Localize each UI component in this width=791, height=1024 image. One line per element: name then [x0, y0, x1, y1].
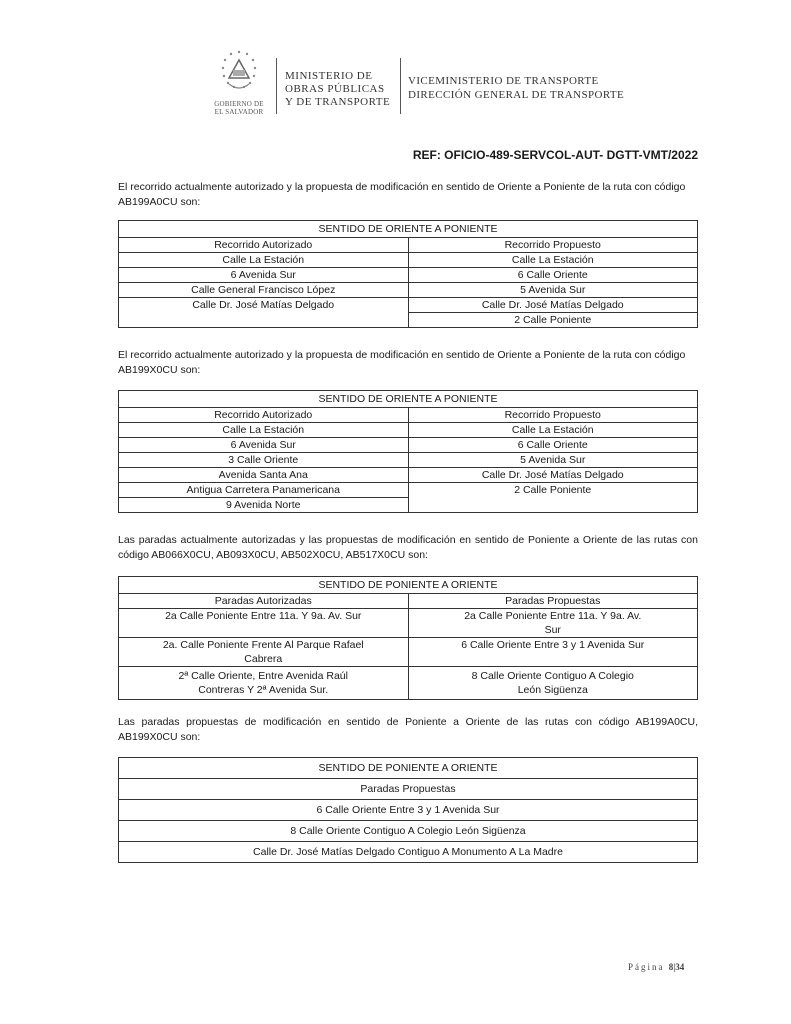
table-cell: Avenida Santa Ana [119, 468, 409, 483]
section-3-intro: Las paradas actualmente autorizadas y las propuestas de modificación en sentido de Poniente a Oriente de las rutas con código AB066X0CU, AB093X0CU, AB502X0CU, AB517X0CU son: [118, 534, 698, 561]
table-cell: 2 Calle Poniente [408, 313, 698, 328]
page-label: Página [628, 962, 665, 972]
table-cell: 2 Calle Poniente [408, 483, 698, 513]
table-cell: Calle La Estación [119, 253, 409, 268]
stops-table-1 [118, 576, 698, 700]
government-seal [208, 48, 270, 123]
ministry-name: MINISTERIO DE OBRAS PÚBLICAS Y DE TRANSPORTE [285, 70, 391, 108]
table-cell: 8 Calle Oriente Contiguo A Colegio León Sigüenza [408, 667, 698, 700]
table-cell: Calle General Francisco López [119, 283, 409, 298]
column-header: Paradas Autorizadas [119, 594, 409, 609]
table-cell: 8 Calle Oriente Contiguo A Colegio León Sigüenza [119, 821, 698, 842]
route-table-1 [118, 220, 698, 328]
table-cell: 2ª Calle Oriente, Entre Avenida Raúl Contreras Y 2ª Avenida Sur. [119, 667, 409, 700]
table-cell: 2a. Calle Poniente Frente Al Parque Rafael Cabrera [119, 638, 409, 667]
table-cell: Calle Dr. José Matías Delgado [408, 298, 698, 313]
table-cell: 6 Calle Oriente [408, 268, 698, 283]
table-cell: Calle La Estación [408, 253, 698, 268]
table-cell: 5 Avenida Sur [408, 453, 698, 468]
table-cell: 5 Avenida Sur [408, 283, 698, 298]
table-title: SENTIDO DE ORIENTE A PONIENTE [119, 221, 698, 238]
column-header: Recorrido Propuesto [408, 238, 698, 253]
column-header: Paradas Propuestas [119, 779, 698, 800]
coat-of-arms-icon [219, 48, 259, 100]
table-cell: Calle La Estación [119, 423, 409, 438]
page-number: 8|34 [668, 962, 685, 972]
table-cell: 2a Calle Poniente Entre 11a. Y 9a. Av. Sur [408, 609, 698, 638]
column-header: Paradas Propuestas [408, 594, 698, 609]
vice-ministry-name: VICEMINISTERIO DE TRANSPORTE DIRECCIÓN GENERAL DE TRANSPORTE [408, 75, 625, 101]
divider [276, 58, 277, 114]
page-footer [628, 962, 684, 972]
table-cell: Calle La Estación [408, 423, 698, 438]
table-cell: 6 Calle Oriente Entre 3 y 1 Avenida Sur [408, 638, 698, 667]
column-header: Recorrido Propuesto [408, 408, 698, 423]
stops-table-2 [118, 757, 698, 863]
table-cell: Calle Dr. José Matías Delgado [408, 468, 698, 483]
section-2-intro: El recorrido actualmente autorizado y la propuesta de modificación en sentido de Oriente a Poniente de la ruta con código AB199X0CU son: [118, 349, 686, 376]
table-cell: Calle Dr. José Matías Delgado [119, 298, 409, 328]
letterhead [208, 48, 628, 123]
table-cell: 6 Avenida Sur [119, 438, 409, 453]
table-title: SENTIDO DE PONIENTE A ORIENTE [119, 758, 698, 779]
section-4-intro: Las paradas propuestas de modificación en sentido de Poniente a Oriente de las rutas con código AB199A0CU, AB199X0CU son: [118, 716, 698, 743]
table-cell: 6 Calle Oriente Entre 3 y 1 Avenida Sur [119, 800, 698, 821]
section-1-intro: El recorrido actualmente autorizado y la propuesta de modificación en sentido de Oriente a Poniente de la ruta con código AB199A0CU son: [118, 181, 686, 208]
divider [400, 58, 401, 114]
table-cell: 3 Calle Oriente [119, 453, 409, 468]
table-cell: Calle Dr. José Matías Delgado Contiguo A Monumento A La Madre [119, 842, 698, 863]
table-title: SENTIDO DE PONIENTE A ORIENTE [119, 577, 698, 594]
table-cell: Antigua Carretera Panamericana [119, 483, 409, 498]
column-header: Recorrido Autorizado [119, 238, 409, 253]
route-table-2 [118, 390, 698, 513]
column-header: Recorrido Autorizado [119, 408, 409, 423]
table-cell: 2a Calle Poniente Entre 11a. Y 9a. Av. Sur [119, 609, 409, 638]
table-title: SENTIDO DE ORIENTE A PONIENTE [119, 391, 698, 408]
table-cell: 6 Calle Oriente [408, 438, 698, 453]
reference-number: REF: OFICIO-489-SERVCOL-AUT- DGTT-VMT/2022 [412, 148, 698, 162]
seal-caption: GOBIERNO DE EL SALVADOR [214, 100, 264, 116]
table-cell: 9 Avenida Norte [119, 498, 409, 513]
table-cell: 6 Avenida Sur [119, 268, 409, 283]
